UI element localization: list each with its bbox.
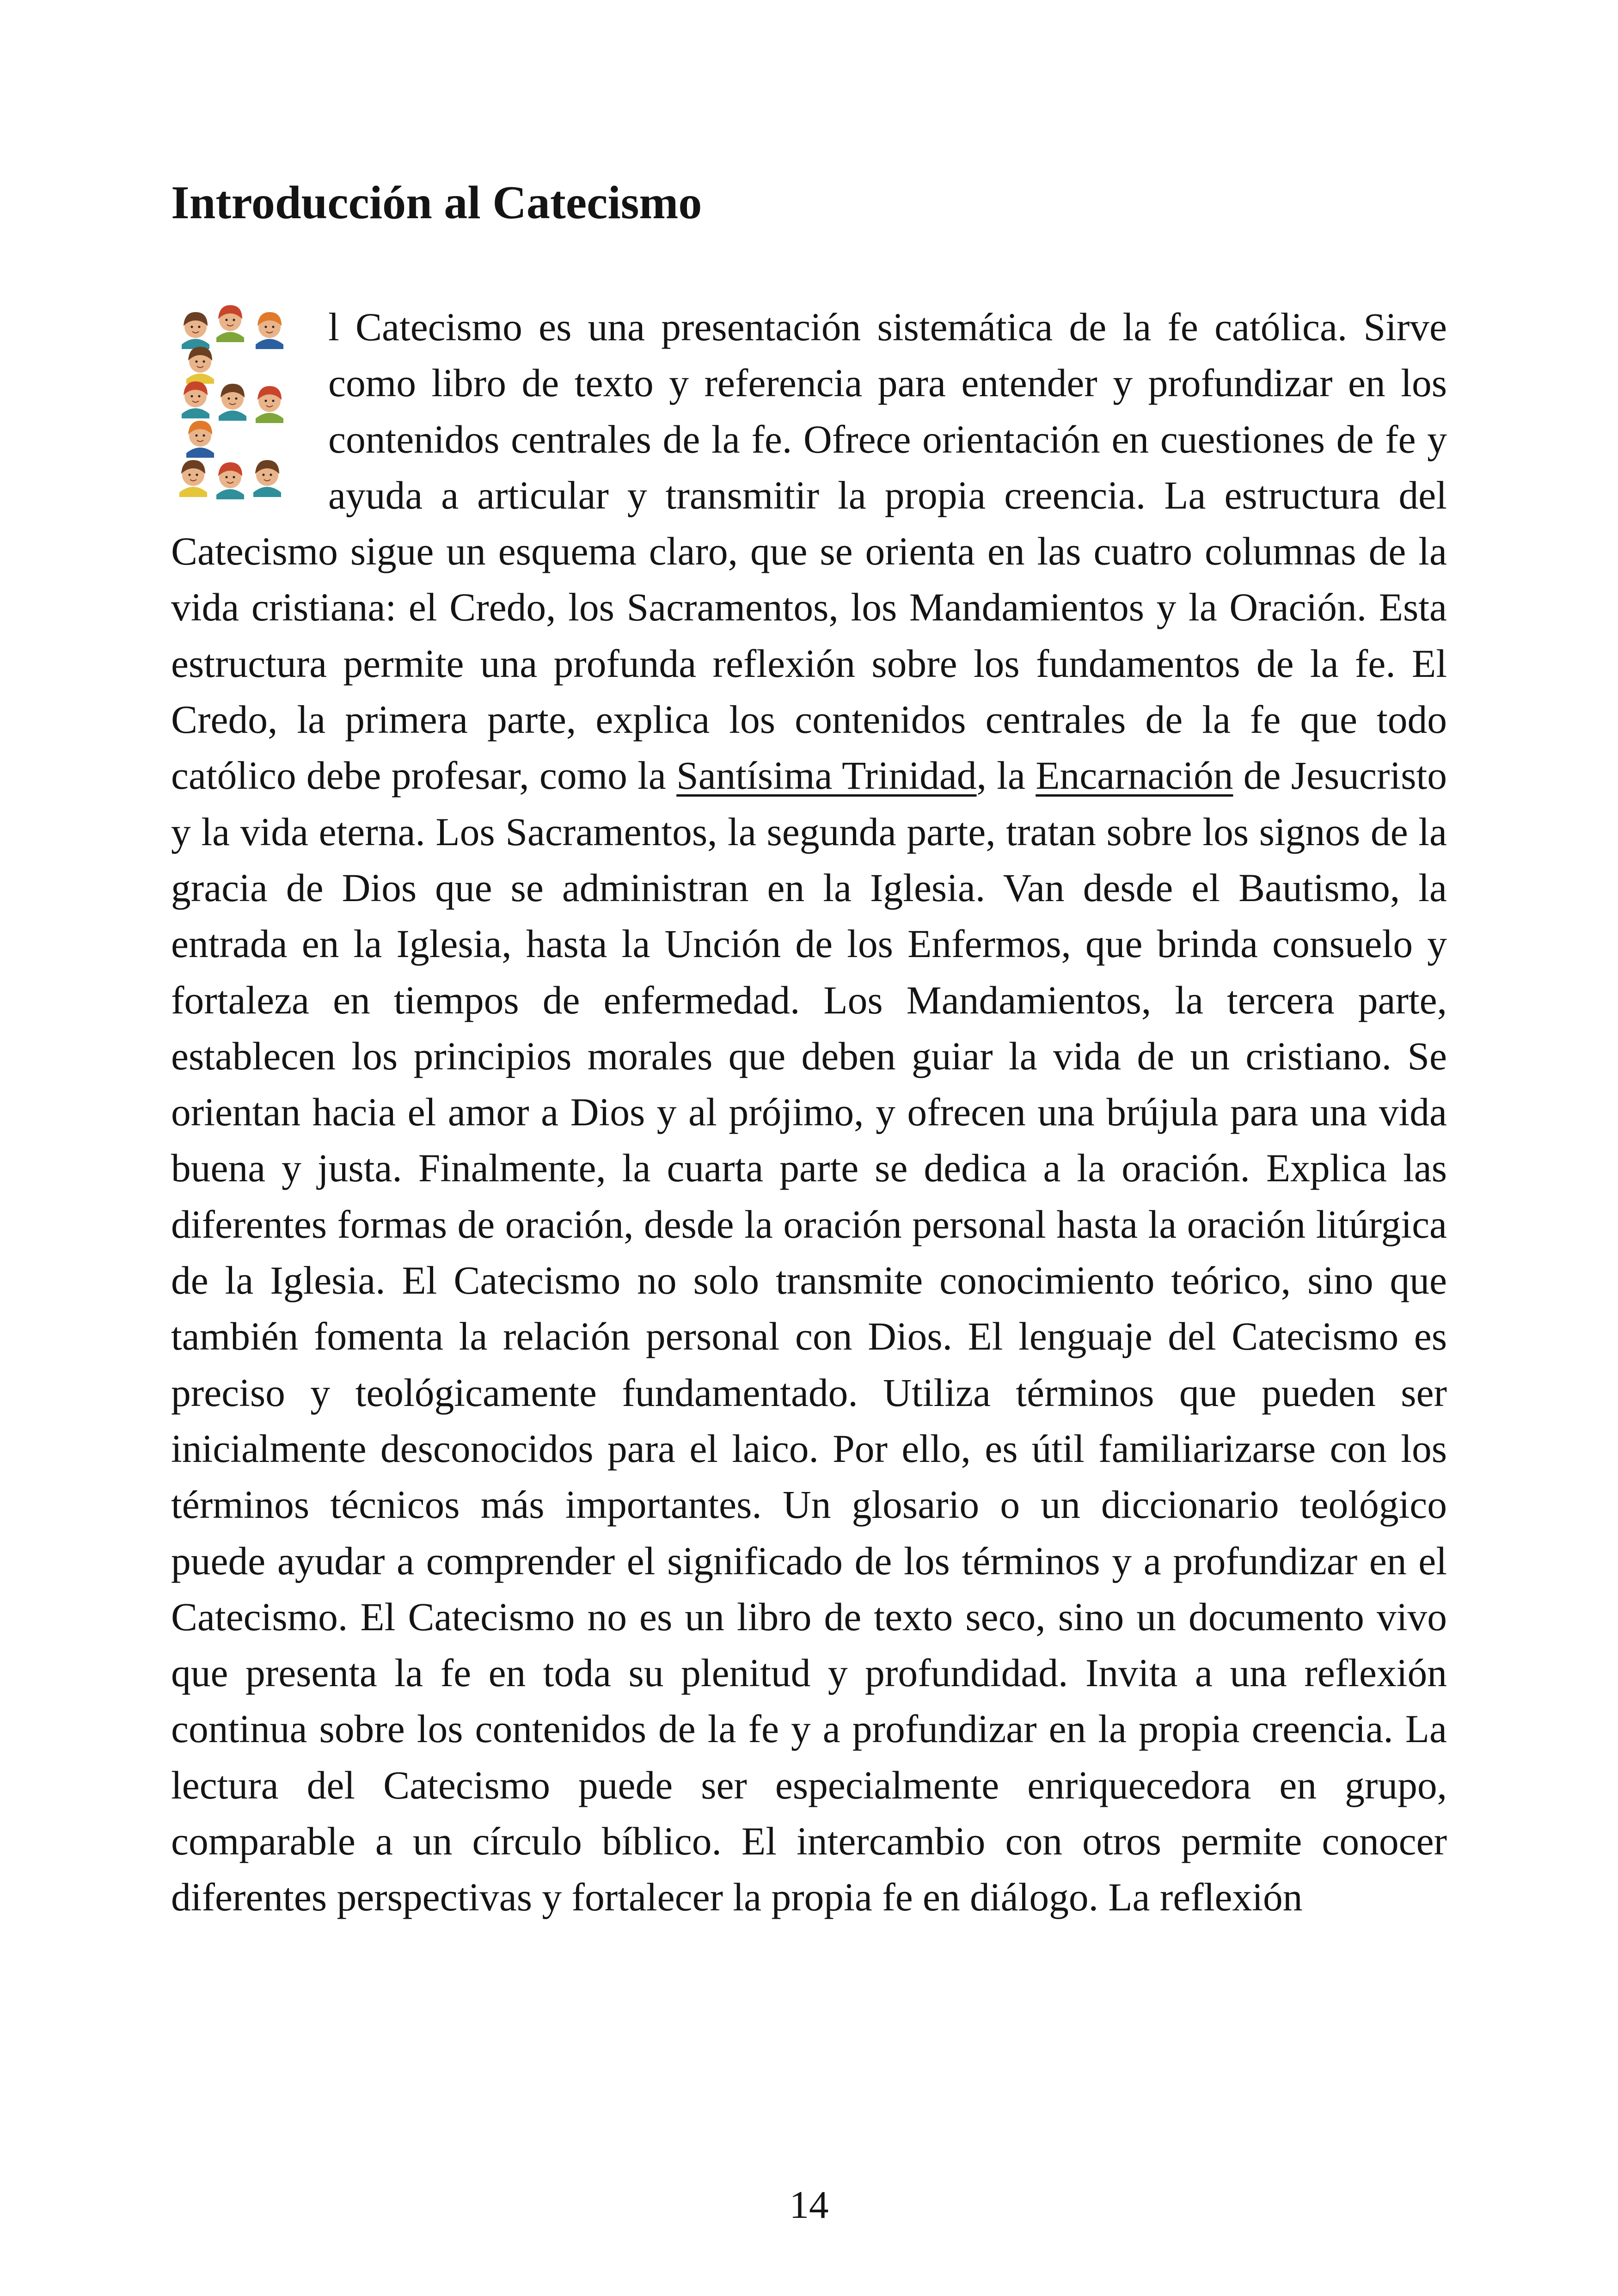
- page-number: 14: [789, 2183, 829, 2227]
- paragraph-text-3: de Jesucristo y la vida eterna. Los Sacramentos, la segunda parte, tratan sobre los signos de la gracia de Dios que se administran en la Iglesia. Van desde el Bautismo, la entrada en la Iglesia, hasta la Unción de los Enfermos, que brinda consuelo y fortaleza en tiempos de enfermedad. Los Mandamientos, la tercera parte, establecen los principios morales que deben guiar la vida de un cristiano. Se orientan hacia el amor a Dios y al prójimo, y ofrecen una brújula para una vida buena y justa. Finalmente, la cuarta parte se dedica a la oración. Explica las diferentes formas de oración, desde la oración personal hasta la oración litúrgica de la Iglesia. El Catecismo no solo transmite conocimiento teórico, sino que también fomenta la relación personal con Dios. El lenguaje del Catecismo es preciso y teológicamente fundamentado. Utiliza términos que pueden ser inicialmente desconocidos para el laico. Por ello, es útil familiarizarse con los términos técnicos más importantes. Un glosario o un diccionario teológico puede ayudar a comprender el significado de los términos y a profundizar en el Catecismo. El Catecismo no es un libro de texto seco, sino un documento vivo que presenta la fe en toda su plenitud y profundidad. Invita a una reflexión continua sobre los contenidos de la fe y a profundizar en la propia creencia. La lectura del Catecismo puede ser especialmente enriquecedora en grupo, comparable a un círculo bíblico. El intercambio con otros permite conocer diferentes perspectivas y fortalecer la propia fe en diálogo. La reflexión: [171, 754, 1447, 1920]
- page-title: Introducción al Catecismo: [171, 177, 702, 229]
- paragraph-text-1: l Catecismo es una presentación sistemática de la fe católica. Sirve como libro de texto y referencia para entender y profundizar en los contenidos centrales de la fe. Ofrece orientación en cuestiones de fe y ayuda a articular y transmitir la propia creencia. La estructura del Catecismo sigue un esquema claro, que se orienta en las cuatro columnas de la vida cristiana: el Credo, los Sacramentos, los Mandamientos y la Oración. Esta estructura permite una profunda reflexión sobre los fundamentos de la fe. El Credo, la primera parte, explica los contenidos centrales de la fe que todo católico debe profesar, como la: [171, 306, 1447, 798]
- body-paragraph: [171, 300, 1447, 1926]
- link-santisima-trinidad[interactable]: Santísima Trinidad: [676, 754, 977, 798]
- drop-cap-space: [171, 300, 328, 524]
- link-encarnacion[interactable]: Encarnación: [1036, 754, 1233, 798]
- paragraph-text-2: , la: [976, 754, 1036, 798]
